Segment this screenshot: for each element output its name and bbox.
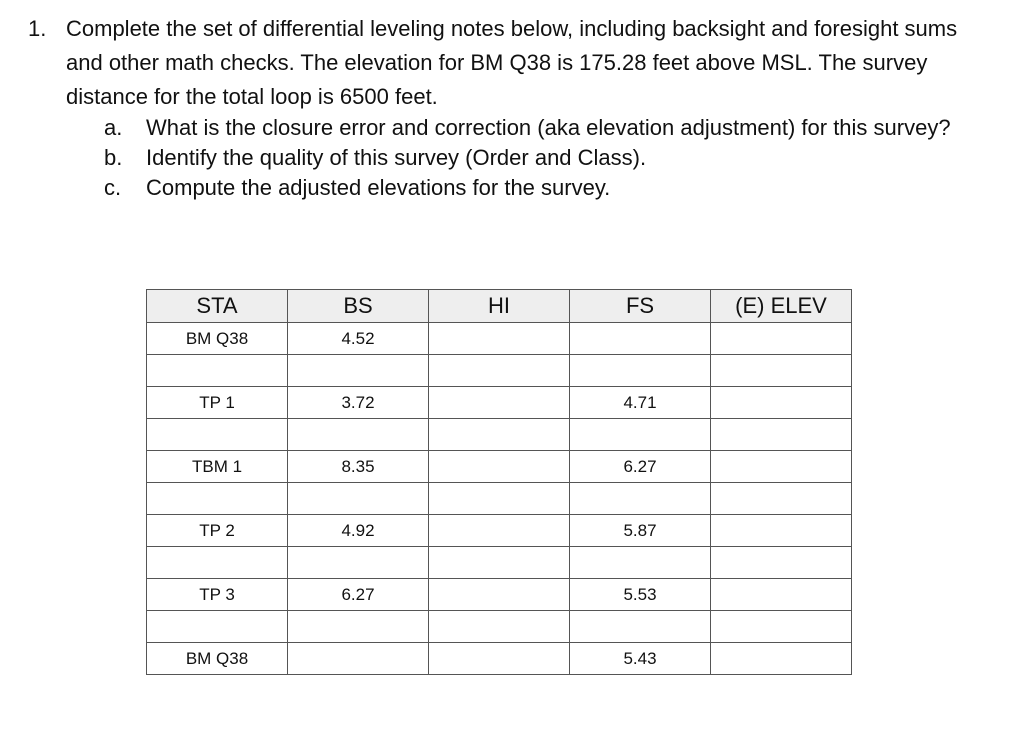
- cell-bs[interactable]: [288, 547, 429, 579]
- part-text: What is the closure error and correction (aka elevation adjustment) for this survey?: [146, 115, 951, 140]
- problem-parts: [104, 114, 984, 204]
- cell-sta[interactable]: [147, 611, 288, 643]
- leveling-notes-table-wrapper: [146, 289, 852, 675]
- part-a: [104, 114, 984, 142]
- cell-bs[interactable]: [288, 643, 429, 675]
- problem-number: 1.: [28, 16, 47, 41]
- leveling-notes-table: [146, 289, 852, 675]
- cell-bs: 6.27: [288, 579, 429, 611]
- table-row: [147, 419, 852, 451]
- table-body: [147, 323, 852, 675]
- cell-hi[interactable]: [429, 579, 570, 611]
- table-row: [147, 323, 852, 355]
- cell-elev[interactable]: [711, 643, 852, 675]
- table-row: [147, 643, 852, 675]
- cell-hi[interactable]: [429, 547, 570, 579]
- cell-elev[interactable]: [711, 483, 852, 515]
- cell-elev[interactable]: [711, 579, 852, 611]
- cell-fs: 5.43: [570, 643, 711, 675]
- header-sta: STA: [147, 290, 288, 323]
- header-fs: FS: [570, 290, 711, 323]
- table-row: [147, 387, 852, 419]
- cell-elev[interactable]: [711, 451, 852, 483]
- cell-bs: 8.35: [288, 451, 429, 483]
- table-row: [147, 355, 852, 387]
- cell-hi[interactable]: [429, 387, 570, 419]
- part-letter: a.: [104, 115, 123, 140]
- cell-hi[interactable]: [429, 515, 570, 547]
- cell-fs: 4.71: [570, 387, 711, 419]
- cell-bs[interactable]: [288, 483, 429, 515]
- cell-sta[interactable]: [147, 419, 288, 451]
- cell-fs[interactable]: [570, 323, 711, 355]
- cell-fs: 5.53: [570, 579, 711, 611]
- cell-fs[interactable]: [570, 355, 711, 387]
- cell-sta: BM Q38: [147, 643, 288, 675]
- cell-bs: 4.92: [288, 515, 429, 547]
- cell-hi[interactable]: [429, 355, 570, 387]
- cell-hi[interactable]: [429, 419, 570, 451]
- problem-statement: [28, 12, 988, 114]
- header-elev: (E) ELEV: [711, 290, 852, 323]
- cell-sta: TP 3: [147, 579, 288, 611]
- cell-fs[interactable]: [570, 611, 711, 643]
- cell-hi[interactable]: [429, 323, 570, 355]
- table-header-row: [147, 290, 852, 323]
- table-row: [147, 579, 852, 611]
- table-row: [147, 451, 852, 483]
- cell-sta: BM Q38: [147, 323, 288, 355]
- cell-elev[interactable]: [711, 323, 852, 355]
- cell-bs[interactable]: [288, 419, 429, 451]
- cell-sta: TP 1: [147, 387, 288, 419]
- problem-text: Complete the set of differential leveling notes below, including backsight and foresight sums and other math checks. The elevation for BM Q38 is 175.28 feet above MSL. The survey distance for the total loop is 6500 feet.: [66, 16, 958, 109]
- cell-hi[interactable]: [429, 643, 570, 675]
- cell-sta: TBM 1: [147, 451, 288, 483]
- header-bs: BS: [288, 290, 429, 323]
- cell-hi[interactable]: [429, 451, 570, 483]
- part-letter: c.: [104, 175, 122, 200]
- cell-elev[interactable]: [711, 355, 852, 387]
- cell-hi[interactable]: [429, 483, 570, 515]
- cell-bs[interactable]: [288, 611, 429, 643]
- part-b: [104, 144, 984, 172]
- cell-bs: 3.72: [288, 387, 429, 419]
- cell-sta[interactable]: [147, 355, 288, 387]
- cell-elev[interactable]: [711, 515, 852, 547]
- table-row: [147, 547, 852, 579]
- cell-fs[interactable]: [570, 419, 711, 451]
- table-row: [147, 611, 852, 643]
- cell-sta[interactable]: [147, 483, 288, 515]
- cell-fs: 6.27: [570, 451, 711, 483]
- part-text: Compute the adjusted elevations for the survey.: [146, 175, 611, 200]
- cell-fs[interactable]: [570, 483, 711, 515]
- cell-sta[interactable]: [147, 547, 288, 579]
- cell-elev[interactable]: [711, 611, 852, 643]
- cell-bs: 4.52: [288, 323, 429, 355]
- table-row: [147, 483, 852, 515]
- cell-fs[interactable]: [570, 547, 711, 579]
- cell-elev[interactable]: [711, 547, 852, 579]
- cell-bs[interactable]: [288, 355, 429, 387]
- table-row: [147, 515, 852, 547]
- cell-elev[interactable]: [711, 387, 852, 419]
- part-letter: b.: [104, 145, 123, 170]
- cell-sta: TP 2: [147, 515, 288, 547]
- cell-hi[interactable]: [429, 611, 570, 643]
- cell-elev[interactable]: [711, 419, 852, 451]
- cell-fs: 5.87: [570, 515, 711, 547]
- part-text: Identify the quality of this survey (Order and Class).: [146, 145, 647, 170]
- header-hi: HI: [429, 290, 570, 323]
- part-c: [104, 174, 984, 202]
